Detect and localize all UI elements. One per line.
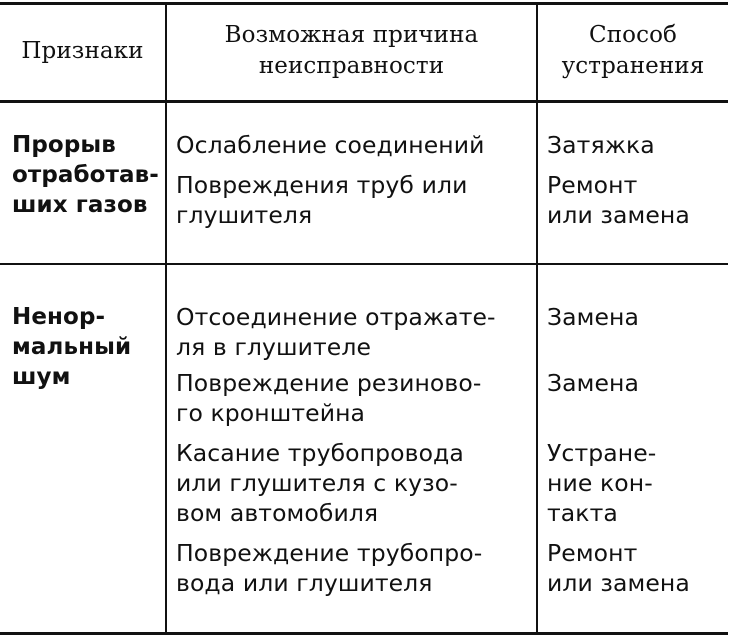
column-divider-1 xyxy=(165,2,167,635)
header-symptoms: Признаки xyxy=(21,38,144,64)
table-row-1-remedy-2: Ремонт или замена xyxy=(547,171,690,229)
table-bottom-rule xyxy=(0,632,728,635)
table-row-2-cause-1: Отсоединение отражате- ля в глушителе xyxy=(176,303,496,361)
table-row-1-cause-2: Повреждения труб или глушителя xyxy=(176,171,468,229)
table-top-rule xyxy=(0,2,728,5)
table-row-2-cause-3: Касание трубопровода или глушителя с кузо- вом автомобиля xyxy=(176,439,464,527)
table-row-1-symptom: Прорыв отработав- ших газов xyxy=(12,132,159,218)
table-row-2-remedy-1: Замена xyxy=(547,303,640,331)
header-remedy: Способ устранения xyxy=(561,22,705,79)
table-row-1-cause-1: Ослабление соединений xyxy=(176,131,485,159)
table-row-2-remedy-2: Замена xyxy=(547,369,640,397)
table-row-2-symptom: Ненор- мальный шум xyxy=(12,304,132,390)
table-row-2-remedy-4: Ремонт или замена xyxy=(547,539,690,597)
header-bottom-rule xyxy=(0,100,728,103)
table-row-1-remedy-1: Затяжка xyxy=(547,131,655,159)
table-row-2-remedy-3: Устране- ние кон- такта xyxy=(547,439,657,527)
table-row-2-cause-2: Повреждение резиново- го кронштейна xyxy=(176,369,482,427)
column-divider-2 xyxy=(536,2,538,635)
table-row-2-cause-4: Повреждение трубопро- вода или глушителя xyxy=(176,539,483,597)
row-separator xyxy=(0,263,728,265)
header-possible-cause: Возможная причина неисправности xyxy=(224,22,479,79)
